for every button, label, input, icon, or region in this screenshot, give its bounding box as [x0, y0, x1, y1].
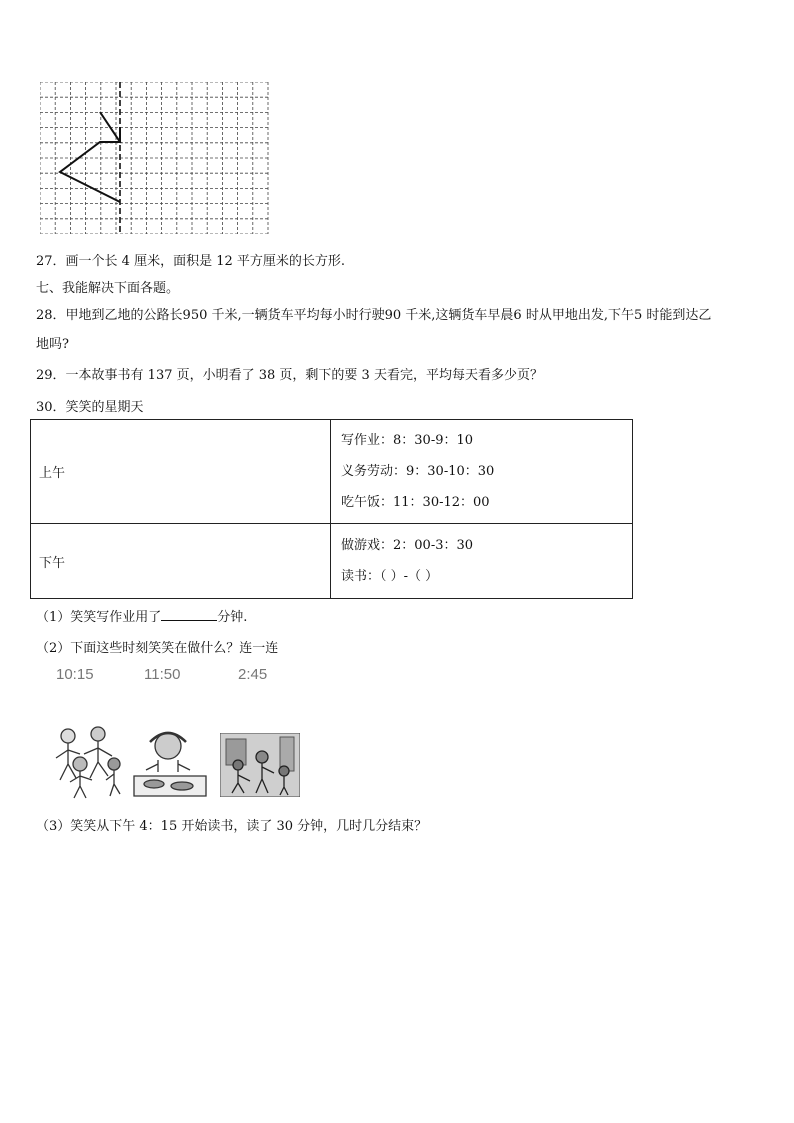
- girl-eating-lunch-illustration: [132, 728, 208, 798]
- sub-question-1-suffix: 分钟.: [217, 610, 248, 625]
- schedule-item: 做游戏：2：00-3：30: [341, 538, 474, 553]
- question-28-line-2: 地吗?: [36, 337, 69, 352]
- question-27: 27．画一个长 4 厘米，面积是 12 平方厘米的长方形.: [36, 254, 346, 269]
- time-option: 11:50: [144, 666, 181, 683]
- time-option: 2:45: [238, 666, 268, 683]
- schedule-table: [30, 419, 633, 599]
- afternoon-row: [31, 524, 633, 599]
- section-7-heading: 七、我能解决下面各题。: [36, 281, 180, 296]
- morning-activities: [331, 420, 633, 524]
- children-playing-illustration: [50, 724, 128, 800]
- schedule-item: 义务劳动：9：30-10：30: [341, 464, 495, 479]
- afternoon-label: 下午: [31, 524, 331, 599]
- sub-question-3: （3）笑笑从下午 4：15 开始读书，读了 30 分钟，几时几分结束？: [36, 819, 428, 834]
- grid-figure: [40, 82, 272, 234]
- question-30-title: 30．笑笑的星期天: [36, 400, 144, 415]
- cleaning-classroom-illustration: [220, 733, 300, 797]
- question-28-line-1: 28．甲地到乙地的公路长950 千米,一辆货车平均每小时行驶90 千米,这辆货车早晨6 时从甲地出发,下午5 时能到达乙: [36, 308, 712, 323]
- sub-question-1: [36, 606, 247, 625]
- morning-label: 上午: [31, 420, 331, 524]
- morning-row: [31, 420, 633, 524]
- schedule-item: 写作业：8：30-9：10: [341, 433, 474, 448]
- sub-question-2: （2）下面这些时刻笑笑在做什么？连一连: [36, 641, 279, 656]
- schedule-item: 读书：（ ）-（ ）: [341, 569, 439, 584]
- schedule-item: 吃午饭：11：30-12：00: [341, 495, 490, 510]
- afternoon-activities: [331, 524, 633, 599]
- sub-question-1-prefix: （1）笑笑写作业用了: [36, 610, 162, 625]
- question-29: 29．一本故事书有 137 页，小明看了 38 页，剩下的要 3 天看完，平均每天看多少页？: [36, 368, 543, 383]
- time-option: 10:15: [56, 666, 94, 683]
- answer-blank[interactable]: [161, 608, 217, 621]
